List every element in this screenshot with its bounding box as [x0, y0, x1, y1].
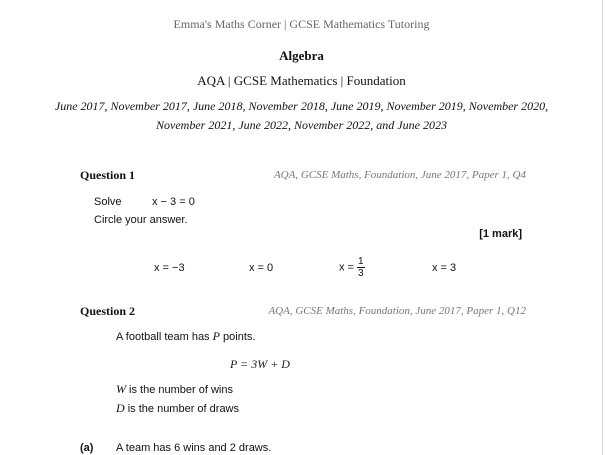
q2-part-a-label: (a) [80, 442, 94, 454]
question-1-heading: Question 1 [80, 168, 136, 182]
q1-equation: x − 3 = 0 [152, 196, 195, 208]
q1-option-c[interactable] [339, 256, 365, 279]
q1-option-c-prefix: x = [339, 261, 358, 274]
q2-intro-var: P [212, 329, 220, 343]
question-2-source: AQA, GCSE Maths, Foundation, June 2017, Paper 1, Q12 [268, 305, 526, 317]
q2-d-var: D [116, 401, 125, 415]
q2-part-a-text: A team has 6 wins and 2 draws. [116, 442, 272, 454]
fraction-one-third [357, 256, 365, 279]
site-header: Emma's Maths Corner | GCSE Mathematics Tutoring [173, 17, 430, 31]
exam-dates-line-1: June 2017, November 2017, June 2018, November 2018, June 2019, November 2019, November 2020, [54, 99, 549, 113]
question-2-heading: Question 2 [80, 304, 136, 318]
q2-intro [116, 329, 255, 344]
q2-w-var: W [116, 382, 126, 396]
q2-d-text: is the number of draws [124, 403, 240, 415]
exam-dates [0, 97, 603, 135]
q2-intro-pre: A football team has [116, 331, 213, 343]
q2-wins-definition [116, 382, 233, 397]
q2-formula: P = 3W + D [230, 357, 290, 371]
q1-option-b[interactable]: x = 0 [249, 262, 274, 274]
exam-board: AQA | GCSE Mathematics | Foundation [197, 73, 406, 88]
topic-title: Algebra [279, 48, 324, 63]
fraction-numerator: 1 [358, 256, 364, 267]
fraction-denominator: 3 [358, 268, 364, 279]
q1-instruction: Circle your answer. [94, 214, 188, 226]
q1-marks: [1 mark] [479, 228, 522, 240]
q1-solve-label: Solve [94, 196, 122, 208]
q2-draws-definition [116, 401, 239, 416]
q2-w-text: is the number of wins [126, 384, 233, 396]
q1-option-d[interactable]: x = 3 [432, 262, 457, 274]
question-1-source: AQA, GCSE Maths, Foundation, June 2017, Paper 1, Q4 [273, 169, 526, 181]
q2-intro-post: points. [219, 331, 256, 343]
q1-option-a[interactable]: x = −3 [154, 262, 185, 274]
exam-dates-line-2: November 2021, June 2022, November 2022, and June 2023 [156, 118, 447, 132]
